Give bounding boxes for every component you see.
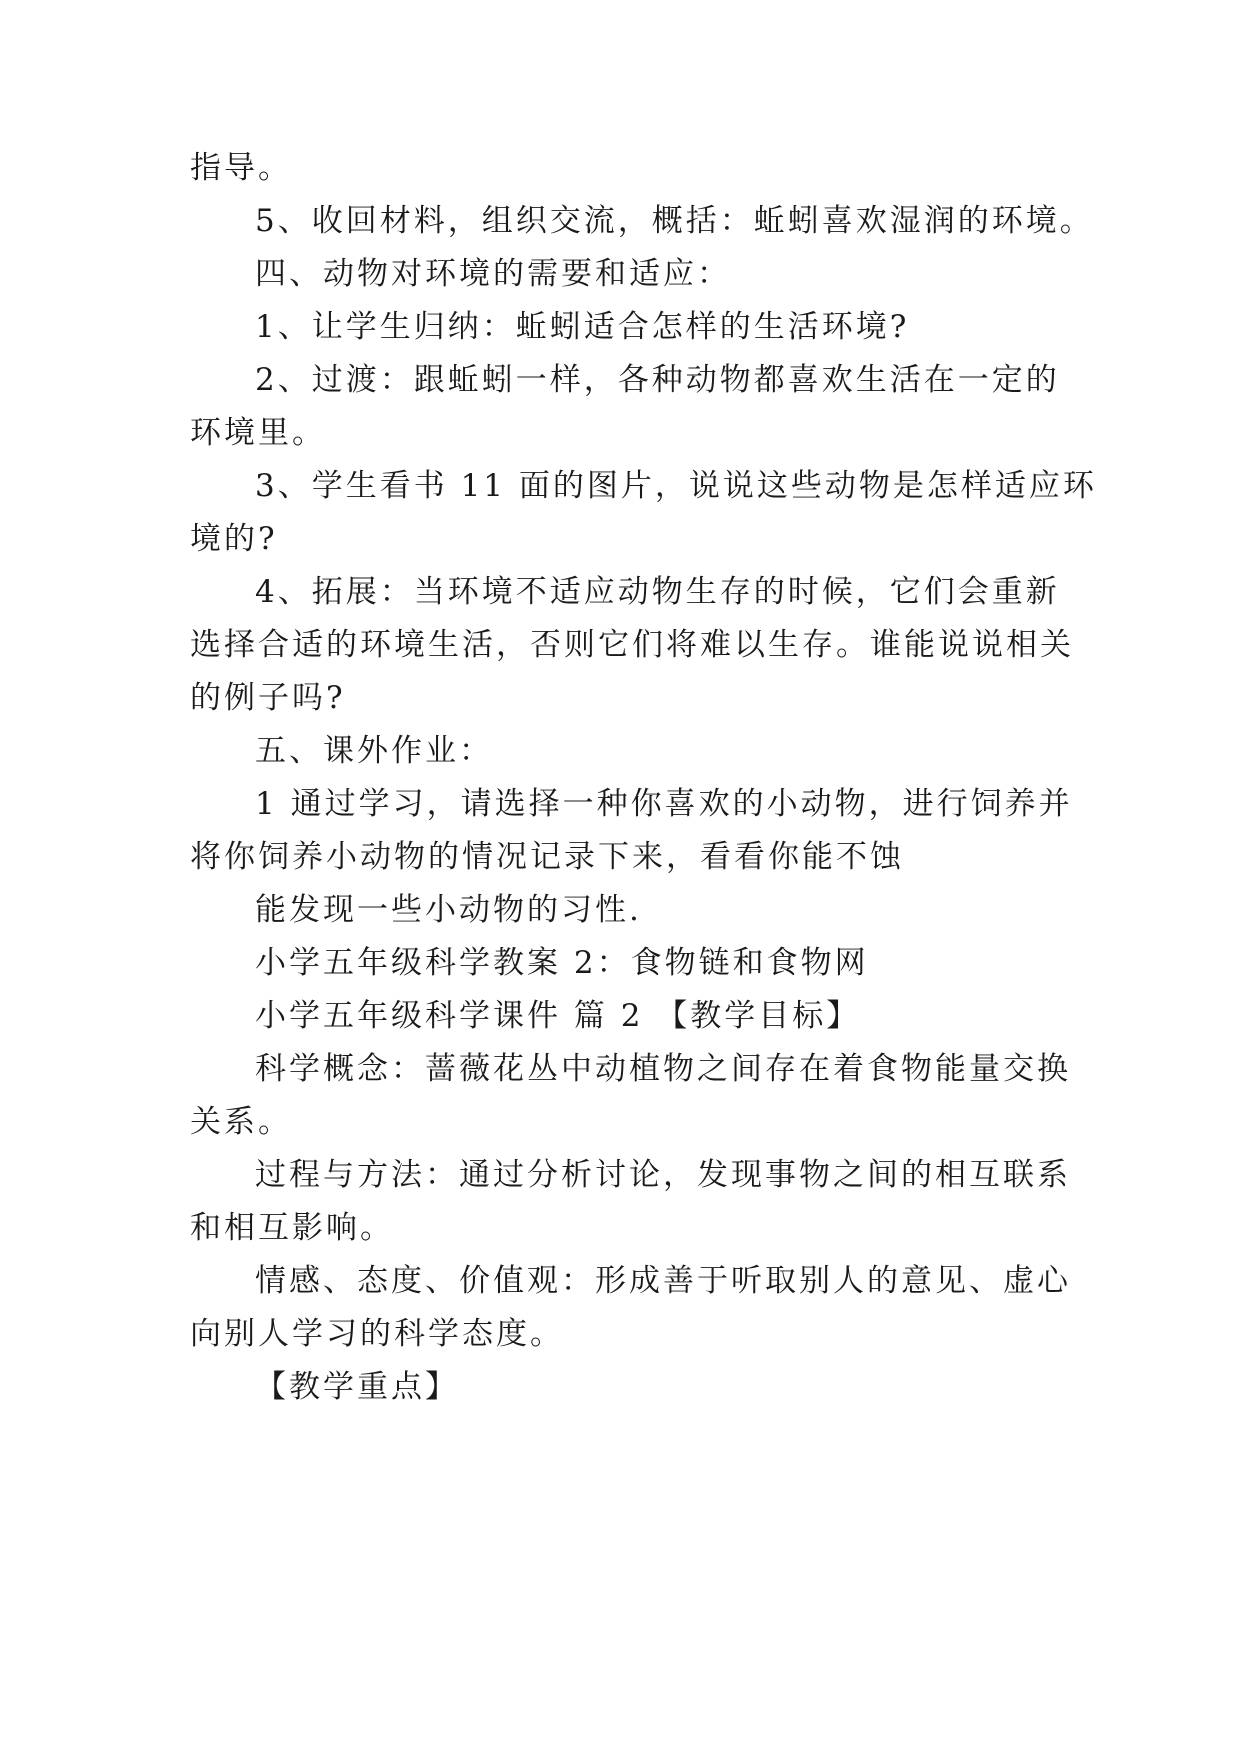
text-line: 过程与方法：通过分析讨论，发现事物之间的相互联系 <box>255 1157 1071 1193</box>
text-line: 小学五年级科学教案 2：食物链和食物网 <box>255 945 869 981</box>
text-line: 的例子吗? <box>190 680 346 716</box>
text-line: 5、收回材料，组织交流，概括：蚯蚓喜欢湿润的环境。 <box>255 203 1094 239</box>
text-line: 将你饲养小动物的情况记录下来，看看你能不蚀 <box>190 839 904 875</box>
text-line: 四、动物对环境的需要和适应： <box>255 256 731 292</box>
text-line: 科学概念：蔷薇花丛中动植物之间存在着食物能量交换 <box>255 1051 1071 1087</box>
text-line: 选择合适的环境生活，否则它们将难以生存。谁能说说相关 <box>190 627 1074 663</box>
text-line: 情感、态度、价值观：形成善于听取别人的意见、虚心 <box>255 1263 1071 1299</box>
text-line: 2、过渡：跟蚯蚓一样，各种动物都喜欢生活在一定的 <box>255 362 1060 398</box>
text-line: 环境里。 <box>190 415 326 451</box>
text-line: 4、拓展：当环境不适应动物生存的时候，它们会重新 <box>255 574 1060 610</box>
text-line: 向别人学习的科学态度。 <box>190 1316 564 1352</box>
text-line: 境的? <box>190 521 278 557</box>
text-line: 能发现一些小动物的习性. <box>255 892 642 928</box>
text-line: 3、学生看书 11 面的图片，说说这些动物是怎样适应环 <box>255 468 1097 504</box>
text-line: 关系。 <box>190 1104 292 1140</box>
text-line: 和相互影响。 <box>190 1210 394 1246</box>
text-line: 指导。 <box>190 150 292 186</box>
text-line: 五、课外作业： <box>255 733 493 769</box>
text-line: 1、让学生归纳：蚯蚓适合怎样的生活环境? <box>255 309 910 345</box>
text-line: 1 通过学习，请选择一种你喜欢的小动物，进行饲养并 <box>255 786 1073 822</box>
text-line: 小学五年级科学课件 篇 2 【教学目标】 <box>255 998 861 1034</box>
section-heading: 【教学重点】 <box>255 1369 459 1405</box>
